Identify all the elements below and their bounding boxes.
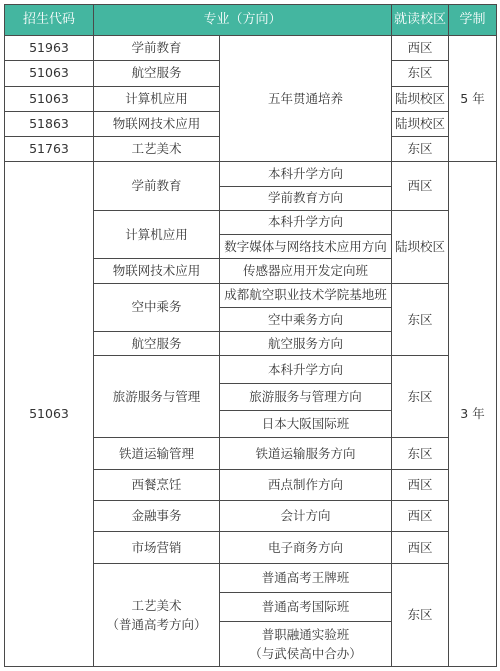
campus-cell: 陆坝校区: [392, 111, 449, 136]
direction-cell: 航空服务方向: [220, 332, 392, 356]
program-cell: 五年贯通培养: [220, 36, 392, 162]
direction-cell: 空中乘务方向: [220, 307, 392, 331]
code-cell: 51063: [5, 86, 94, 111]
campus-cell: 陆坝校区: [392, 210, 449, 283]
campus-cell: 西区: [392, 532, 449, 563]
direction-cell: 日本大阪国际班: [220, 411, 392, 438]
major-cell: 物联网技术应用: [94, 259, 220, 283]
major-cell: 西餐烹饪: [94, 469, 220, 500]
direction-line: 普职融通实验班: [261, 627, 350, 643]
campus-cell: 西区: [392, 469, 449, 500]
direction-cell: 铁道运输服务方向: [220, 438, 392, 469]
campus-cell: 东区: [392, 137, 449, 162]
major-cell: [94, 563, 220, 666]
major-cell: 航空服务: [94, 332, 220, 356]
major-cell: 市场营销: [94, 532, 220, 563]
code-cell: 51063: [5, 162, 94, 667]
direction-cell: 普通高考国际班: [220, 593, 392, 622]
campus-cell: 西区: [392, 162, 449, 211]
major-cell: 学前教育: [94, 36, 220, 61]
header-code: 招生代码: [5, 5, 94, 36]
major-cell: 空中乘务: [94, 283, 220, 332]
code-cell: 51863: [5, 111, 94, 136]
campus-cell: 陆坝校区: [392, 86, 449, 111]
direction-cell: 会计方向: [220, 501, 392, 532]
major-cell: 航空服务: [94, 61, 220, 86]
header-campus: 就读校区: [392, 5, 449, 36]
direction-cell: 本科升学方向: [220, 210, 392, 234]
campus-cell: 东区: [392, 563, 449, 666]
direction-cell: 数字媒体与网络技术应用方向: [220, 235, 392, 259]
major-cell: 物联网技术应用: [94, 111, 220, 136]
header-row: [5, 5, 497, 36]
campus-cell: 西区: [392, 36, 449, 61]
direction-cell: [220, 622, 392, 667]
header-major: 专业（方向）: [94, 5, 392, 36]
direction-cell: 传感器应用开发定向班: [220, 259, 392, 283]
major-cell: 铁道运输管理: [94, 438, 220, 469]
major-name-line: 工艺美术: [131, 597, 182, 613]
major-cell: 计算机应用: [94, 210, 220, 259]
major-cell: 旅游服务与管理: [94, 356, 220, 438]
duration-cell: 3 年: [449, 162, 497, 667]
direction-cell: 旅游服务与管理方向: [220, 383, 392, 410]
direction-cell: 学前教育方向: [220, 186, 392, 210]
major-cell: 金融事务: [94, 501, 220, 532]
code-cell: 51963: [5, 36, 94, 61]
direction-cell: 电子商务方向: [220, 532, 392, 563]
direction-line: （与武侯高中合办）: [249, 646, 362, 662]
major-cell: 计算机应用: [94, 86, 220, 111]
campus-cell: 西区: [392, 501, 449, 532]
major-name-line: （普通高考方向）: [106, 616, 207, 632]
header-duration: 学制: [449, 5, 497, 36]
enrollment-table: [4, 4, 497, 667]
campus-cell: 东区: [392, 356, 449, 438]
major-cell: 工艺美术: [94, 137, 220, 162]
major-cell: 学前教育: [94, 162, 220, 211]
code-cell: 51063: [5, 61, 94, 86]
table-row: [5, 36, 497, 61]
code-cell: 51763: [5, 137, 94, 162]
table-row: [5, 162, 497, 186]
campus-cell: 东区: [392, 61, 449, 86]
campus-cell: 东区: [392, 283, 449, 356]
campus-cell: 东区: [392, 438, 449, 469]
direction-cell: 西点制作方向: [220, 469, 392, 500]
direction-cell: 成都航空职业技术学院基地班: [220, 283, 392, 307]
duration-cell: 5 年: [449, 36, 497, 162]
direction-cell: 本科升学方向: [220, 356, 392, 383]
direction-cell: 本科升学方向: [220, 162, 392, 186]
direction-cell: 普通高考王牌班: [220, 563, 392, 592]
